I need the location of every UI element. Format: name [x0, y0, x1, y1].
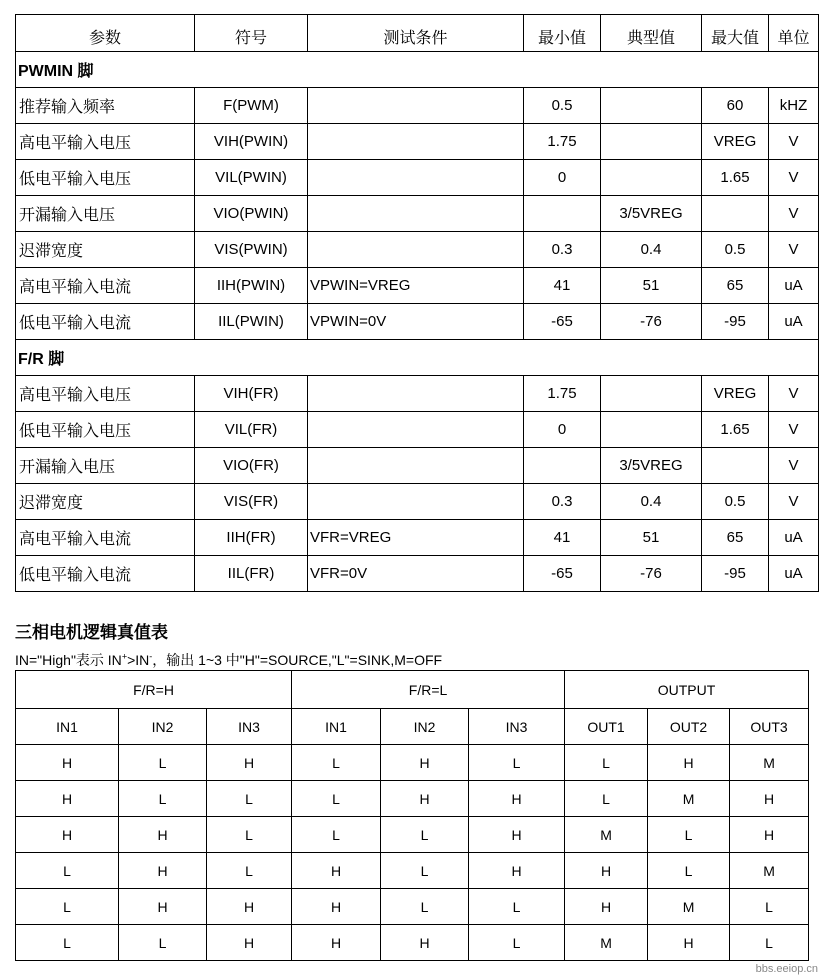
column-header: IN3 — [207, 709, 292, 745]
table-cell: uA — [769, 520, 819, 556]
table-cell: L — [469, 745, 565, 781]
table-cell: L — [207, 781, 292, 817]
table-row — [16, 88, 819, 124]
table-cell: H — [119, 853, 207, 889]
table-cell: L — [648, 817, 730, 853]
column-header: 单位 — [769, 15, 819, 52]
table-cell: H — [648, 745, 730, 781]
table-cell: M — [730, 745, 809, 781]
table-cell: 0 — [524, 412, 601, 448]
table-cell: L — [381, 817, 469, 853]
group-header: OUTPUT — [565, 671, 809, 709]
table-cell — [524, 196, 601, 232]
table-cell: L — [119, 745, 207, 781]
table-cell: 高电平输入电压 — [16, 124, 195, 160]
table-cell: H — [16, 781, 119, 817]
table-cell: VIO(PWIN) — [195, 196, 308, 232]
table-cell: VIS(FR) — [195, 484, 308, 520]
table-row — [16, 781, 809, 817]
table-cell — [308, 448, 524, 484]
table-cell: 低电平输入电压 — [16, 160, 195, 196]
table-cell: VIH(PWIN) — [195, 124, 308, 160]
table-cell — [702, 448, 769, 484]
table-cell: M — [565, 925, 648, 961]
table-cell: 65 — [702, 268, 769, 304]
table-cell — [308, 484, 524, 520]
truth-table — [15, 670, 809, 961]
table-cell: 0 — [524, 160, 601, 196]
table-cell: VIL(FR) — [195, 412, 308, 448]
table-cell: V — [769, 232, 819, 268]
table-cell: H — [119, 889, 207, 925]
table-cell: M — [648, 781, 730, 817]
table-row — [16, 448, 819, 484]
table-cell: 0.5 — [702, 232, 769, 268]
table-cell: 高电平输入电流 — [16, 520, 195, 556]
table-cell: L — [292, 781, 381, 817]
table-cell: H — [565, 889, 648, 925]
table-cell: H — [381, 781, 469, 817]
table-cell: 65 — [702, 520, 769, 556]
table-cell: VIH(FR) — [195, 376, 308, 412]
table-cell: 低电平输入电压 — [16, 412, 195, 448]
column-header: OUT3 — [730, 709, 809, 745]
section-row — [16, 52, 819, 88]
table-row — [16, 412, 819, 448]
table-cell: 迟滞宽度 — [16, 232, 195, 268]
table-cell: VIS(PWIN) — [195, 232, 308, 268]
table-cell: V — [769, 376, 819, 412]
table-cell: 迟滞宽度 — [16, 484, 195, 520]
table-row — [16, 520, 819, 556]
table-cell — [601, 88, 702, 124]
section-row — [16, 340, 819, 376]
table-row — [16, 745, 809, 781]
table-row — [16, 556, 819, 592]
table-cell — [601, 160, 702, 196]
table-cell: -95 — [702, 304, 769, 340]
table-cell: 41 — [524, 268, 601, 304]
table-cell: L — [381, 853, 469, 889]
table-cell: M — [648, 889, 730, 925]
table-row — [16, 196, 819, 232]
column-header: 最小值 — [524, 15, 601, 52]
table-cell: 3/5VREG — [601, 448, 702, 484]
table-cell: VFR=0V — [308, 556, 524, 592]
table-cell — [702, 196, 769, 232]
table-cell — [308, 412, 524, 448]
table-cell: L — [16, 925, 119, 961]
table-cell: 高电平输入电流 — [16, 268, 195, 304]
column-header: IN2 — [381, 709, 469, 745]
table-cell: V — [769, 412, 819, 448]
table-cell: 0.3 — [524, 484, 601, 520]
table-cell: 0.3 — [524, 232, 601, 268]
table-cell: IIL(PWIN) — [195, 304, 308, 340]
column-header: IN2 — [119, 709, 207, 745]
table-cell: L — [730, 925, 809, 961]
table-cell: V — [769, 448, 819, 484]
table-row — [16, 268, 819, 304]
table-cell: L — [648, 853, 730, 889]
table-cell: -95 — [702, 556, 769, 592]
table-cell: M — [730, 853, 809, 889]
table-cell: 60 — [702, 88, 769, 124]
table-cell: 开漏输入电压 — [16, 196, 195, 232]
table-cell: IIL(FR) — [195, 556, 308, 592]
table-cell: H — [207, 925, 292, 961]
parameter-table — [15, 14, 819, 592]
table-cell: L — [16, 853, 119, 889]
group-header-row — [16, 671, 809, 709]
table-cell: -65 — [524, 304, 601, 340]
table-cell: 1.65 — [702, 412, 769, 448]
table-cell: -76 — [601, 304, 702, 340]
table-cell: L — [469, 889, 565, 925]
table-cell: IIH(FR) — [195, 520, 308, 556]
table-cell: H — [207, 889, 292, 925]
table-cell: L — [381, 889, 469, 925]
table-cell: H — [207, 745, 292, 781]
table-cell: H — [16, 745, 119, 781]
table-cell: V — [769, 196, 819, 232]
table-cell — [601, 124, 702, 160]
group-header: F/R=H — [16, 671, 292, 709]
table-cell: V — [769, 484, 819, 520]
table-cell: 0.4 — [601, 484, 702, 520]
table-cell: VFR=VREG — [308, 520, 524, 556]
table-cell: H — [292, 925, 381, 961]
table-cell: H — [292, 889, 381, 925]
table-cell — [308, 232, 524, 268]
table-cell: L — [565, 781, 648, 817]
table-cell: L — [119, 781, 207, 817]
table-cell: 1.75 — [524, 124, 601, 160]
table-cell: uA — [769, 304, 819, 340]
table-cell: H — [565, 853, 648, 889]
table-row — [16, 304, 819, 340]
table-cell: L — [565, 745, 648, 781]
table-cell: -65 — [524, 556, 601, 592]
table-cell: H — [469, 781, 565, 817]
table-cell: VREG — [702, 376, 769, 412]
section-title: PWMIN 脚 — [16, 52, 819, 88]
table-cell: -76 — [601, 556, 702, 592]
table-cell: H — [292, 853, 381, 889]
column-header: 典型值 — [601, 15, 702, 52]
table-cell: H — [119, 817, 207, 853]
group-header: F/R=L — [292, 671, 565, 709]
truth-table-title: 三相电机逻辑真值表 — [15, 623, 168, 642]
table-cell: L — [119, 925, 207, 961]
table-cell: 低电平输入电流 — [16, 556, 195, 592]
table-cell — [308, 124, 524, 160]
table-cell — [601, 412, 702, 448]
table-cell: 0.4 — [601, 232, 702, 268]
column-header: IN3 — [469, 709, 565, 745]
table-cell: L — [207, 817, 292, 853]
table-cell: H — [648, 925, 730, 961]
table-cell: 1.75 — [524, 376, 601, 412]
table-cell: L — [469, 925, 565, 961]
table-cell: H — [469, 853, 565, 889]
table-cell: L — [207, 853, 292, 889]
table-cell: L — [730, 889, 809, 925]
table-cell: VREG — [702, 124, 769, 160]
table-cell: 3/5VREG — [601, 196, 702, 232]
table-cell — [308, 376, 524, 412]
table-cell: H — [16, 817, 119, 853]
table-cell: kHZ — [769, 88, 819, 124]
table-cell: VIL(PWIN) — [195, 160, 308, 196]
column-header-row — [16, 709, 809, 745]
table-row — [16, 853, 809, 889]
column-header: OUT1 — [565, 709, 648, 745]
table-row — [16, 376, 819, 412]
table-row — [16, 817, 809, 853]
table-cell: 高电平输入电压 — [16, 376, 195, 412]
table-row — [16, 124, 819, 160]
table-cell: V — [769, 160, 819, 196]
table-cell: 51 — [601, 520, 702, 556]
table-cell: M — [565, 817, 648, 853]
section-title: F/R 脚 — [16, 340, 819, 376]
table-cell: VPWIN=VREG — [308, 268, 524, 304]
table-cell: 1.65 — [702, 160, 769, 196]
table-row — [16, 925, 809, 961]
table-cell: VIO(FR) — [195, 448, 308, 484]
table-cell: H — [381, 925, 469, 961]
table-cell — [308, 160, 524, 196]
table-cell: L — [16, 889, 119, 925]
table-cell: 0.5 — [702, 484, 769, 520]
table-cell: H — [730, 817, 809, 853]
column-header: OUT2 — [648, 709, 730, 745]
table-cell: 推荐输入频率 — [16, 88, 195, 124]
table-cell: L — [292, 817, 381, 853]
table-cell: 低电平输入电流 — [16, 304, 195, 340]
table-cell: F(PWM) — [195, 88, 308, 124]
table-cell — [524, 448, 601, 484]
column-header: IN1 — [292, 709, 381, 745]
table-cell — [308, 196, 524, 232]
column-header: 测试条件 — [308, 15, 524, 52]
watermark: bbs.eeiop.cn — [755, 963, 818, 975]
column-header: 符号 — [195, 15, 308, 52]
table-cell: H — [381, 745, 469, 781]
table-row — [16, 232, 819, 268]
truth-table-note: IN="High"表示 IN+>IN-，输出 1~3 中"H"=SOURCE,"L"=SINK,M=OFF — [15, 651, 443, 668]
table-cell: uA — [769, 556, 819, 592]
table-row — [16, 160, 819, 196]
table-cell — [308, 88, 524, 124]
table-cell: IIH(PWIN) — [195, 268, 308, 304]
params-header-row — [16, 15, 819, 52]
table-row — [16, 889, 809, 925]
table-cell: H — [730, 781, 809, 817]
table-cell: uA — [769, 268, 819, 304]
table-cell: 0.5 — [524, 88, 601, 124]
column-header: IN1 — [16, 709, 119, 745]
table-cell: H — [469, 817, 565, 853]
table-row — [16, 484, 819, 520]
table-cell — [601, 376, 702, 412]
table-cell: 51 — [601, 268, 702, 304]
column-header: 最大值 — [702, 15, 769, 52]
table-cell: 开漏输入电压 — [16, 448, 195, 484]
table-cell: VPWIN=0V — [308, 304, 524, 340]
column-header: 参数 — [16, 15, 195, 52]
table-cell: 41 — [524, 520, 601, 556]
table-cell: V — [769, 124, 819, 160]
table-cell: L — [292, 745, 381, 781]
